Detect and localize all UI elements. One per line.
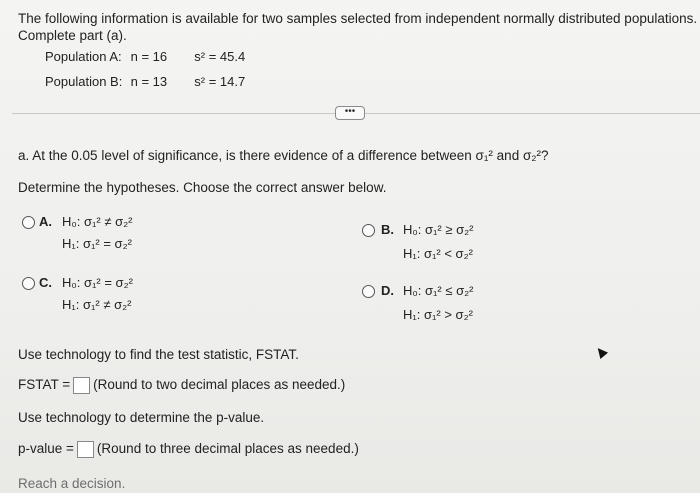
option-b-h0: H₀: σ₁² ≥ σ₂²	[403, 222, 474, 237]
population-b-variance: s² = 14.7	[194, 74, 246, 89]
option-a-radio[interactable]	[22, 216, 35, 229]
pvalue-input[interactable]	[77, 441, 94, 458]
option-a-h1: H₁: σ₁² = σ₂²	[62, 236, 132, 251]
option-c-radio[interactable]	[22, 277, 35, 290]
option-d-h0: H₀: σ₁² ≤ σ₂²	[403, 283, 474, 298]
population-a-variance: s² = 45.4	[194, 49, 246, 64]
fstat-row	[18, 377, 345, 394]
population-a-n: n = 16	[130, 49, 168, 64]
option-b-radio[interactable]	[362, 224, 375, 237]
population-a-label: Population A:	[45, 49, 122, 64]
fstat-label: FSTAT =	[18, 377, 71, 393]
fstat-hint: (Round to two decimal places as needed.)	[93, 377, 346, 393]
intro-text	[18, 10, 698, 44]
population-b-label: Population B:	[45, 74, 123, 89]
option-d-letter: D.	[381, 283, 394, 298]
pvalue-label: p-value =	[18, 441, 74, 457]
option-b-h1: H₁: σ₁² < σ₂²	[403, 246, 473, 261]
option-c-h1: H₁: σ₁² ≠ σ₂²	[62, 297, 132, 312]
option-c-h0: H₀: σ₁² = σ₂²	[62, 275, 133, 290]
pvalue-hint: (Round to three decimal places as needed.)	[96, 441, 359, 457]
hypotheses-prompt: Determine the hypotheses. Choose the correct answer below.	[18, 180, 387, 195]
pvalue-row	[18, 441, 359, 458]
question-text: a. At the 0.05 level of significance, is there evidence of a difference between σ₁² and σ₂²?	[18, 148, 549, 163]
population-b-n: n = 13	[130, 74, 168, 89]
population-a-row	[45, 49, 245, 64]
option-d-h1: H₁: σ₁² > σ₂²	[403, 307, 473, 322]
intro-line-2: Complete part (a).	[18, 28, 127, 43]
expand-button[interactable]: •••	[335, 106, 365, 120]
population-b-row	[45, 74, 245, 89]
pvalue-prompt: Use technology to determine the p-value.	[18, 410, 265, 425]
option-a-letter: A.	[39, 214, 52, 229]
fstat-input[interactable]	[73, 377, 90, 394]
decision-prompt: Reach a decision.	[18, 476, 126, 491]
option-d-radio[interactable]	[362, 285, 375, 298]
option-b-letter: B.	[381, 222, 394, 237]
mouse-cursor-icon	[594, 345, 608, 359]
option-c-letter: C.	[39, 275, 52, 290]
intro-line-1: The following information is available for two samples selected from independent normally distributed populations.	[18, 11, 698, 26]
option-a-h0: H₀: σ₁² ≠ σ₂²	[62, 214, 133, 229]
stat-prompt: Use technology to find the test statistic, FSTAT.	[18, 347, 299, 362]
